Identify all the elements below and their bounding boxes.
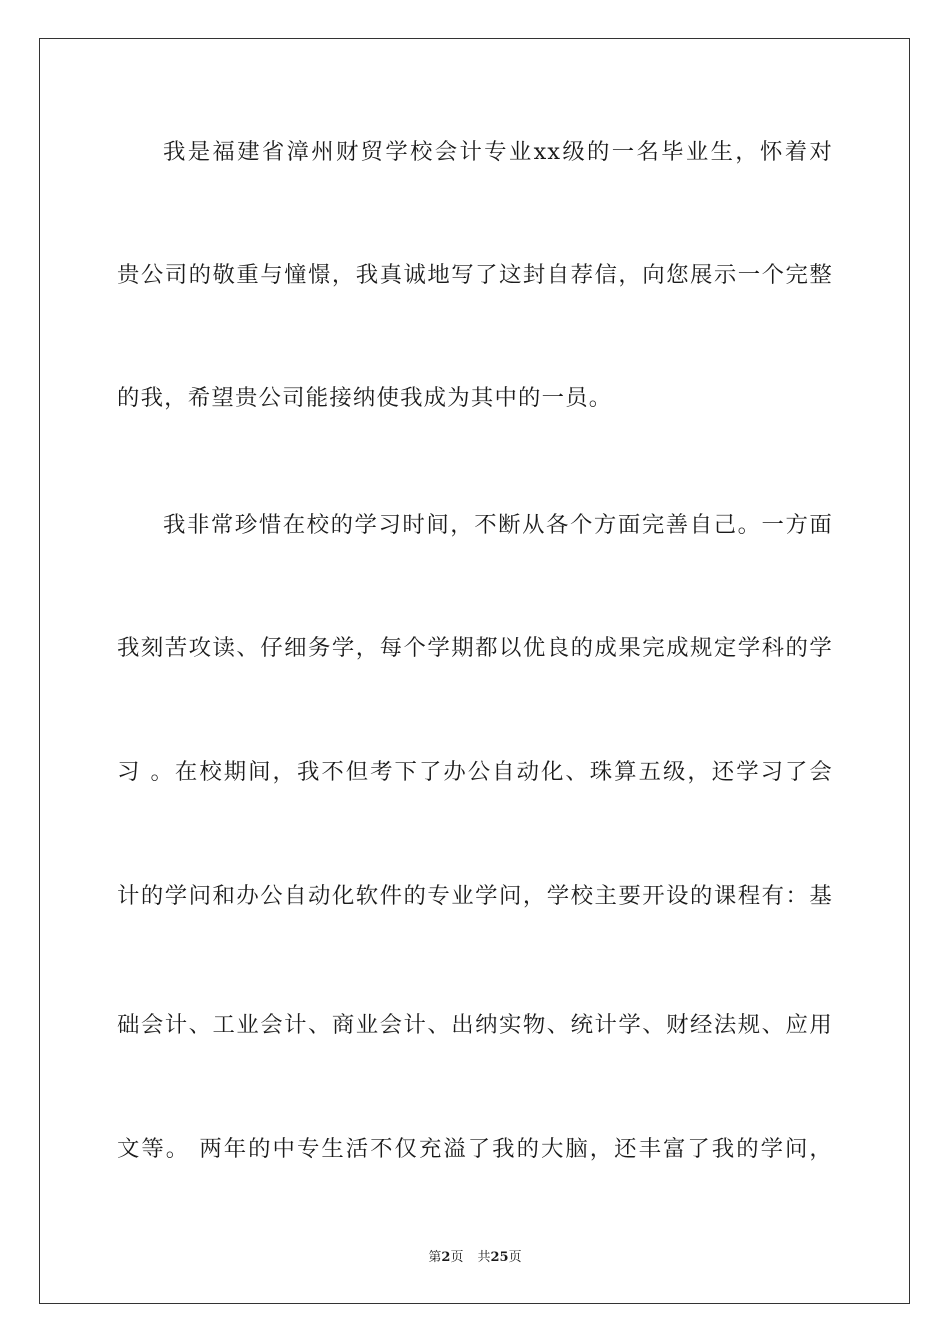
- paragraph-1-line-2: 贵公司的敬重与憧憬，我真诚地写了这封自荐信，向您展示一个完整: [117, 262, 833, 288]
- paragraph-2-line-3: 习 。在校期间，我不但考下了办公自动化、珠算五级，还学习了会: [117, 759, 833, 785]
- paragraph-1-line-3: 的我，希望贵公司能接纳使我成为其中的一员。: [117, 385, 613, 411]
- paragraph-1-line-1: 我是福建省漳州财贸学校会计专业xx级的一名毕业生，怀着对: [163, 139, 833, 165]
- paragraph-2-line-4: 计的学问和办公自动化软件的专业学问，学校主要开设的课程有：基: [117, 883, 833, 909]
- paragraph-2-line-1: 我非常珍惜在校的学习时间，不断从各个方面完善自己。一方面: [163, 512, 833, 538]
- page-prefix: 第: [428, 1250, 442, 1265]
- page-suffix: 页: [450, 1250, 464, 1265]
- page-number: 2: [441, 1250, 451, 1265]
- paragraph-2-line-5: 础会计、工业会计、商业会计、出纳实物、统计学、财经法规、应用: [117, 1012, 833, 1038]
- total-suffix: 页: [508, 1250, 522, 1265]
- page-border: [39, 38, 910, 1304]
- paragraph-2-line-6: 文等。 两年的中专生活不仅充溢了我的大脑，还丰富了我的学问，: [117, 1136, 833, 1162]
- total-prefix: 共: [477, 1250, 491, 1265]
- paragraph-2-line-2: 我刻苦攻读、仔细务学，每个学期都以优良的成果完成规定学科的学: [117, 635, 833, 661]
- total-pages: 25: [490, 1250, 509, 1265]
- page-indicator: [0, 1249, 950, 1267]
